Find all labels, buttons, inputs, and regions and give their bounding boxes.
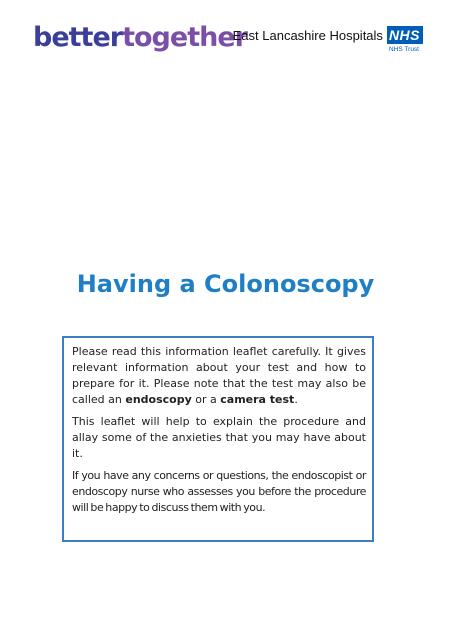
info-paragraph-1 [72, 344, 366, 408]
p1-text-2: or a [191, 393, 221, 406]
nhs-badge: NHS [387, 26, 423, 44]
p1-text-3: . [294, 393, 298, 406]
p1-bold-camera-test: camera test [220, 393, 295, 406]
p1-bold-endoscopy: endoscopy [125, 393, 192, 406]
info-box [62, 336, 374, 542]
page-title: Having a Colonoscopy [76, 270, 375, 299]
p1-text-1: Please read this information leaflet carefully. It gives relevant information about your test and how to prepare for it. Please note that the test may also be called an [72, 345, 366, 406]
logo-word-better: better [33, 22, 123, 53]
trust-logo [233, 26, 423, 53]
info-paragraph-2: This leaflet will help to explain the procedure and allay some of the anxieties that you may have about it. [72, 415, 366, 460]
info-paragraph-3: If you have any concerns or questions, the endoscopist or endoscopy nurse who assesses you before the procedure will be happy to discuss them with you. [72, 469, 366, 514]
better-together-logo [33, 21, 247, 55]
trust-subtitle: NHS Trust [389, 46, 419, 53]
trust-row [233, 26, 423, 44]
trust-name: East Lancashire Hospitals [232, 27, 383, 43]
logo-word-together: together [122, 22, 247, 53]
